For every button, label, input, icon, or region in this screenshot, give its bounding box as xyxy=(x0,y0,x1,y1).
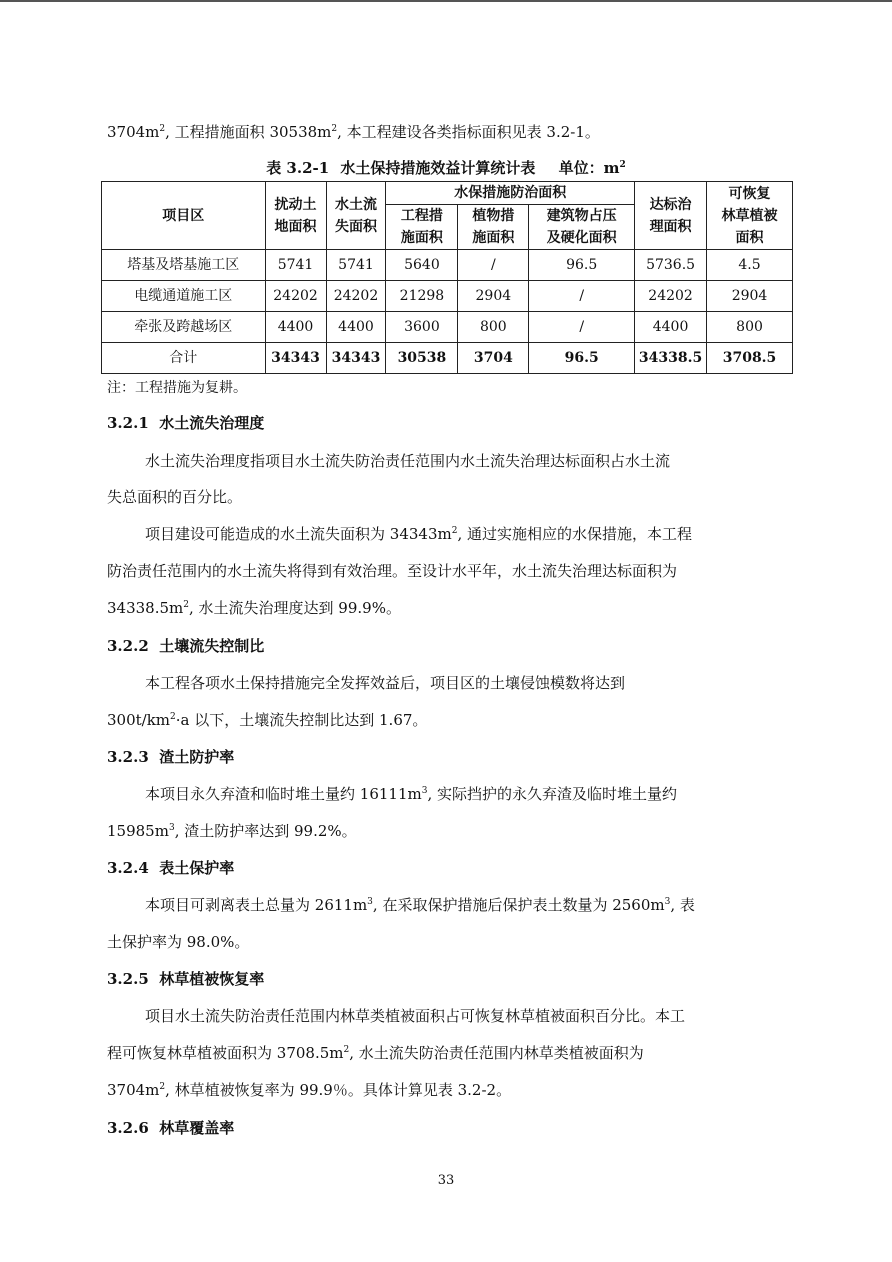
heading-title: 表土保护率 xyxy=(159,859,235,877)
paragraph-line: 程可恢复林草植被面积为 $3708.5m^2$, 水土流失防治责任范围内林草类植被面积为 xyxy=(107,1044,644,1062)
header-group: 水保措施防治面积 xyxy=(386,182,635,205)
paragraph-line: $300t/km^2\cdot a$ 以下，土壤流失控制比达到 1.67。 xyxy=(107,711,428,729)
table-total-row xyxy=(102,343,793,374)
cell-building: / xyxy=(529,281,635,312)
heading-number: 3.2.5 xyxy=(107,970,149,988)
cell-plant: 3704 xyxy=(458,343,529,374)
page-top-border xyxy=(0,0,892,2)
heading-title: 林草覆盖率 xyxy=(159,1119,235,1137)
cell-restorable: 2904 xyxy=(707,281,793,312)
heading-title: 渣土防护率 xyxy=(159,748,235,766)
cell-restorable: 800 xyxy=(707,312,793,343)
cell-qualified: 24202 xyxy=(635,281,707,312)
heading-number: 3.2.3 xyxy=(107,748,149,766)
table-number: 表 3.2-1 xyxy=(266,159,330,177)
paragraph-line: 本项目永久弃渣和临时堆土量约 $16111m^3$, 实际挡护的永久弃渣及临时堆土量约 xyxy=(145,785,677,803)
cell-restorable: 3708.5 xyxy=(707,343,793,374)
heading-title: 土壤流失控制比 xyxy=(159,637,265,655)
cell-building: 96.5 xyxy=(529,250,635,281)
cell-disturbed: 24202 xyxy=(265,281,326,312)
paragraph-line: 项目水土流失防治责任范围内林草类植被面积占可恢复林草植被面积百分比。本工 xyxy=(145,1007,686,1025)
paragraph-line: 防治责任范围内的水土流失将得到有效治理。至设计水平年，水土流失治理达标面积为 xyxy=(107,562,678,580)
table-title: 水土保持措施效益计算统计表 xyxy=(340,159,536,177)
paragraph-line: 失总面积的百分比。 xyxy=(107,488,243,506)
heading-number: 3.2.2 xyxy=(107,637,149,655)
header-disturbed: 扰动土 地面积 xyxy=(265,182,326,250)
cell-disturbed: 34343 xyxy=(265,343,326,374)
header-engineering: 工程措 施面积 xyxy=(386,205,458,250)
cell-loss: 4400 xyxy=(326,312,386,343)
cell-restorable: 4.5 xyxy=(707,250,793,281)
cell-plant: 800 xyxy=(458,312,529,343)
cell-building: 96.5 xyxy=(529,343,635,374)
cell-area: 塔基及塔基施工区 xyxy=(102,250,266,281)
cell-loss: 5741 xyxy=(326,250,386,281)
cell-qualified: 34338.5 xyxy=(635,343,707,374)
cell-building: / xyxy=(529,312,635,343)
heading-number: 3.2.6 xyxy=(107,1119,149,1137)
table-caption xyxy=(0,157,892,178)
section-heading-3-2-4 xyxy=(107,857,234,878)
header-restorable: 可恢复 林草植被面积 xyxy=(707,182,793,250)
cell-area: 牵张及跨越场区 xyxy=(102,312,266,343)
paragraph-line: $3704m^2$, 林草植被恢复率为 99.9％。具体计算见表 3.2-2。 xyxy=(107,1081,512,1099)
section-heading-3-2-3 xyxy=(107,746,234,767)
table-note: 注：工程措施为复耕。 xyxy=(107,380,247,396)
header-building: 建筑物占压 及硬化面积 xyxy=(529,205,635,250)
table-unit: 单位：$m^2$ xyxy=(558,159,626,177)
paragraph-line: 水土流失治理度指项目水土流失防治责任范围内水土流失治理达标面积占水土流 xyxy=(145,452,671,470)
cell-loss: 24202 xyxy=(326,281,386,312)
cell-qualified: 4400 xyxy=(635,312,707,343)
cell-engineering: 3600 xyxy=(386,312,458,343)
cell-plant: / xyxy=(458,250,529,281)
header-loss: 水土流 失面积 xyxy=(326,182,386,250)
cell-area: 电缆通道施工区 xyxy=(102,281,266,312)
cell-qualified: 5736.5 xyxy=(635,250,707,281)
table-row xyxy=(102,312,793,343)
paragraph-line: 项目建设可能造成的水土流失面积为 $34343m^2$, 通过实施相应的水保措施，本工程 xyxy=(145,525,692,543)
table-row xyxy=(102,250,793,281)
section-heading-3-2-2 xyxy=(107,635,264,656)
cell-loss: 34343 xyxy=(326,343,386,374)
header-plant: 植物措 施面积 xyxy=(458,205,529,250)
paragraph-line: 本项目可剥离表土总量为 $2611m^3$, 在采取保护措施后保护表土数量为 $2560m^3$, 表 xyxy=(145,896,695,914)
cell-disturbed: 4400 xyxy=(265,312,326,343)
cell-area: 合计 xyxy=(102,343,266,374)
paragraph-line: $15985m^3$, 渣土防护率达到 99.2%。 xyxy=(107,822,357,840)
paragraph-line: 土保护率为 98.0%。 xyxy=(107,933,250,951)
heading-title: 水土流失治理度 xyxy=(159,414,265,432)
section-heading-3-2-5 xyxy=(107,968,264,989)
heading-title: 林草植被恢复率 xyxy=(159,970,265,988)
cell-disturbed: 5741 xyxy=(265,250,326,281)
cell-engineering: 5640 xyxy=(386,250,458,281)
heading-number: 3.2.4 xyxy=(107,859,149,877)
section-heading-3-2-1 xyxy=(107,412,264,433)
cell-engineering: 21298 xyxy=(386,281,458,312)
paragraph-line: 本工程各项水土保持措施完全发挥效益后，项目区的土壤侵蚀模数将达到 xyxy=(145,674,626,692)
intro-line: $3704m^2$, 工程措施面积 $30538m^2$, 本工程建设各类指标面积见表 3.2-1。 xyxy=(107,123,600,141)
cell-plant: 2904 xyxy=(458,281,529,312)
cell-engineering: 30538 xyxy=(386,343,458,374)
paragraph-line: $34338.5m^2$, 水土流失治理度达到 99.9%。 xyxy=(107,599,401,617)
header-qualified: 达标治 理面积 xyxy=(635,182,707,250)
section-heading-3-2-6 xyxy=(107,1117,234,1138)
header-area: 项目区 xyxy=(102,182,266,250)
benefit-table xyxy=(101,181,793,374)
table-row xyxy=(102,281,793,312)
page-number: 33 xyxy=(437,1173,455,1188)
heading-number: 3.2.1 xyxy=(107,414,149,432)
